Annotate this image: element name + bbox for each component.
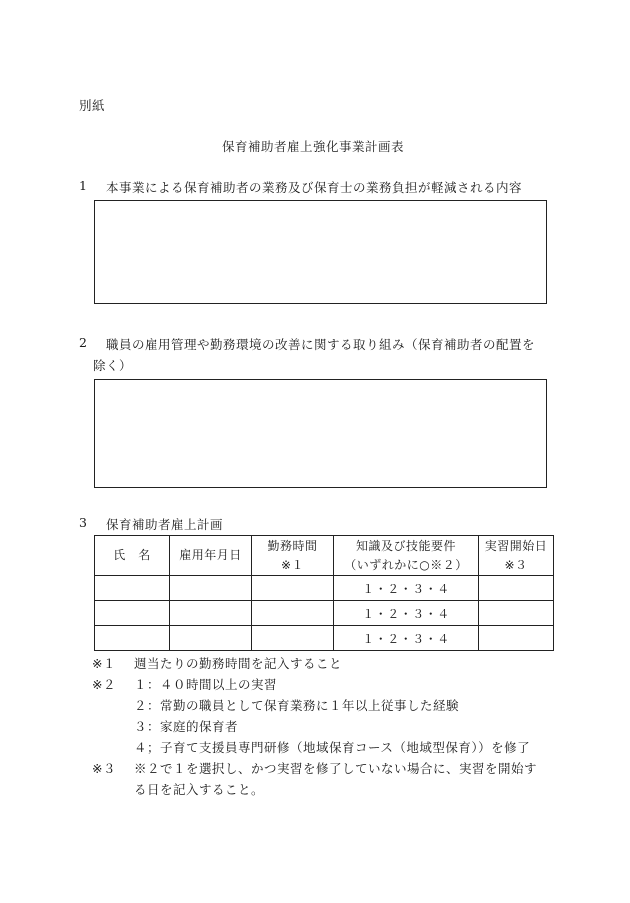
cell-hire-date[interactable]	[170, 626, 252, 651]
cell-work-hours[interactable]	[252, 626, 334, 651]
staffing-plan-table	[94, 535, 554, 651]
cell-hire-date[interactable]	[170, 576, 252, 601]
cell-hire-date[interactable]	[170, 601, 252, 626]
header-requirements-label: 知識及び技能要件	[355, 538, 456, 553]
note2-item1: １：４０時間以上の実習	[134, 677, 278, 692]
header-requirements	[334, 536, 479, 576]
note2-item4: ４；子育て支援員専門研修（地域保育コース（地域型保育））を修了	[134, 740, 531, 755]
cell-requirements[interactable]: １・２・３・４	[334, 601, 479, 626]
note3-line1: ※２で１を選択し、かつ実習を修了していない場合に、実習を開始す	[134, 761, 538, 776]
section2-heading-line1: 職員の雇用管理や勤務環境の改善に関する取り組み（保育補助者の配置を	[106, 337, 536, 352]
cell-name[interactable]	[95, 576, 170, 601]
table-row	[95, 576, 554, 601]
note1-mark: ※１	[92, 656, 116, 671]
header-hire-date: 雇用年月日	[170, 536, 252, 576]
header-training-start-label: 実習開始日	[484, 538, 548, 553]
cell-work-hours[interactable]	[252, 576, 334, 601]
section1-answer-box[interactable]	[94, 200, 547, 304]
header-name: 氏 名	[95, 536, 170, 576]
header-work-hours-note: ※１	[280, 557, 305, 572]
table-header-row	[95, 536, 554, 576]
attachment-label: 別紙	[79, 98, 106, 113]
note2-mark: ※２	[92, 677, 116, 692]
cell-training-start[interactable]	[479, 626, 554, 651]
header-training-start	[479, 536, 554, 576]
page-title: 保育補助者雇上強化事業計画表	[222, 139, 405, 154]
section1-heading: 本事業による保育補助者の業務及び保育士の業務負担が軽減される内容	[106, 180, 523, 195]
section3-number: 3	[79, 515, 88, 530]
note2-item2: ２：常勤の職員として保育業務に１年以上従事した経験	[134, 698, 460, 713]
note2-item3: ３：家庭的保育者	[134, 719, 239, 734]
note1-text: 週当たりの勤務時間を記入すること	[134, 656, 343, 671]
cell-training-start[interactable]	[479, 576, 554, 601]
table-row	[95, 601, 554, 626]
cell-requirements[interactable]: １・２・３・４	[334, 626, 479, 651]
header-work-hours-label: 勤務時間	[267, 538, 318, 553]
cell-work-hours[interactable]	[252, 601, 334, 626]
section2-number: 2	[79, 335, 88, 350]
header-requirements-note: （いずれかに○※２）	[344, 557, 468, 572]
table-row	[95, 626, 554, 651]
section3-heading: 保育補助者雇上計画	[106, 517, 224, 532]
cell-name[interactable]	[95, 601, 170, 626]
header-training-start-note: ※３	[504, 557, 528, 572]
header-work-hours	[252, 536, 334, 576]
note3-line2: る日を記入すること。	[134, 782, 265, 797]
cell-requirements[interactable]: １・２・３・４	[334, 576, 479, 601]
section2-heading-line2: 除く）	[93, 358, 133, 373]
section2-answer-box[interactable]	[94, 379, 547, 488]
note3-mark: ※３	[92, 761, 116, 776]
cell-name[interactable]	[95, 626, 170, 651]
section1-number: 1	[79, 178, 88, 193]
cell-training-start[interactable]	[479, 601, 554, 626]
